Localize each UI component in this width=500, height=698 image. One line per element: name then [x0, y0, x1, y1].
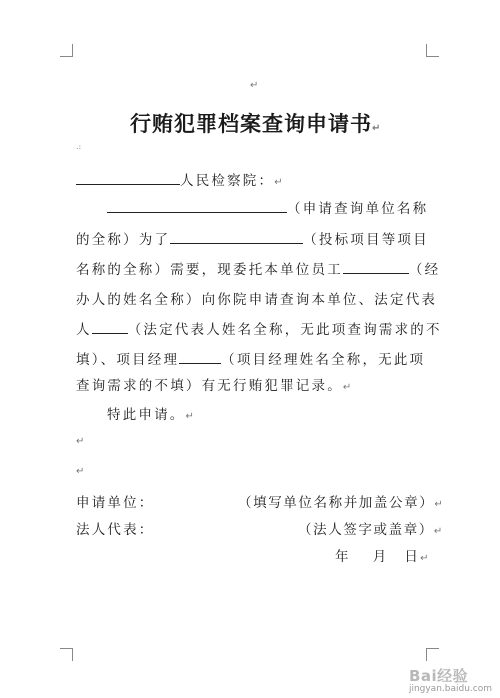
legal-rep-name-blank[interactable]	[92, 321, 128, 334]
crop-mark-top-right	[426, 44, 439, 57]
date-day: 日	[404, 549, 421, 565]
paragraph-mark: ↵	[76, 466, 85, 477]
paragraph-line-3	[76, 258, 440, 278]
paragraph-text: （投标项目等项目	[303, 232, 429, 248]
document-title	[130, 108, 381, 138]
paragraph-text: 的全称）为了	[76, 232, 171, 248]
paragraph-line-5	[76, 318, 442, 338]
paragraph-line-4	[76, 288, 437, 308]
closing-text: 特此申请。	[107, 407, 186, 423]
addressee-text: 人民检察院：	[180, 173, 275, 189]
paragraph-text: （项目经理姓名全称，无此项	[221, 352, 426, 368]
paragraph-text: 查询需求的不填）有无行贿犯罪记录。	[76, 378, 343, 394]
date-year: 年	[335, 549, 351, 565]
paragraph-mark: ↵	[433, 526, 444, 537]
paragraph-text: 办人的姓名全称）向你院申请查询本单位、法定代表	[76, 292, 438, 308]
date-month: 月	[372, 549, 389, 565]
project-manager-name-blank[interactable]	[179, 351, 221, 364]
closing-line	[107, 403, 196, 423]
watermark-logo: Bai经验	[408, 667, 469, 685]
paragraph-mark: ↵	[372, 123, 382, 134]
date-line	[335, 545, 431, 565]
paragraph-mark: ↵	[250, 80, 259, 91]
format-dots: .:	[76, 142, 82, 151]
paragraph-text: 名称的全称）需要，现委托本单位员工	[76, 262, 343, 278]
paragraph-mark: ↵	[420, 553, 431, 564]
paragraph-text: （申请查询单位名称	[287, 201, 429, 217]
paragraph-line-1	[107, 197, 428, 217]
watermark-url: jingyan.baidu.com	[408, 684, 492, 694]
paragraph-text: （法定代表人姓名全称，无此项查询需求的不	[127, 322, 442, 338]
legal-rep-label: 法人代表：	[76, 522, 155, 538]
crop-mark-bottom-right	[426, 648, 439, 661]
title-text: 行贿犯罪档案查询申请书	[130, 111, 372, 136]
paragraph-line-7	[76, 374, 354, 394]
note-text: （填写单位名称并加盖公章）	[238, 495, 435, 511]
note-text: （法人签字或盖章）	[298, 522, 434, 538]
project-name-blank[interactable]	[170, 231, 303, 244]
applicant-unit-note	[238, 491, 444, 511]
paragraph-text: 人	[76, 322, 92, 338]
crop-mark-bottom-left	[60, 648, 73, 661]
paragraph-line-6	[76, 348, 425, 368]
paragraph-text: 填）、项目经理	[76, 352, 180, 368]
paragraph-mark: ↵	[342, 382, 354, 393]
agent-name-blank[interactable]	[343, 261, 409, 274]
paragraph-line-2	[76, 228, 429, 248]
paragraph-mark: ↵	[76, 436, 85, 447]
addressee-line	[76, 169, 285, 189]
paragraph-mark: ↵	[185, 411, 197, 422]
baidu-jingyan-watermark	[409, 665, 492, 694]
applicant-unit-label: 申请单位：	[76, 495, 155, 511]
applicant-unit-blank[interactable]	[107, 200, 287, 213]
paragraph-text: （经	[408, 262, 441, 278]
paragraph-mark: ↵	[434, 499, 445, 510]
procuratorate-blank[interactable]	[76, 172, 180, 185]
legal-rep-note	[298, 518, 444, 538]
paragraph-mark: ↵	[274, 177, 285, 188]
crop-mark-top-left	[60, 44, 73, 57]
